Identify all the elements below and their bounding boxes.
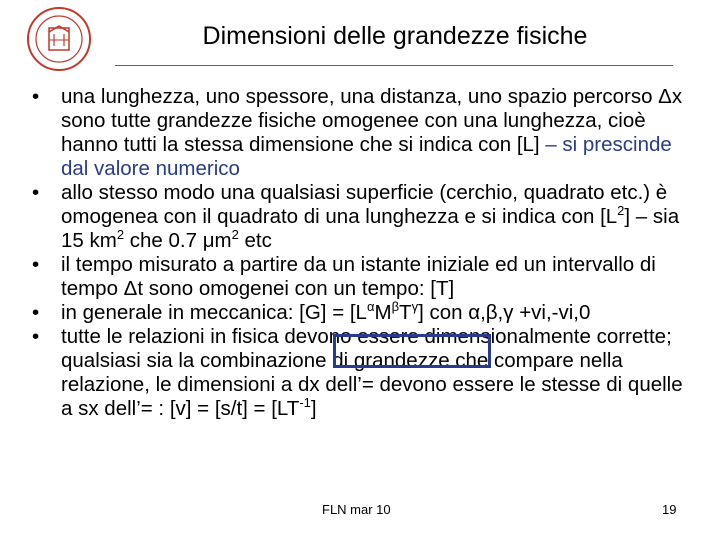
bullet-item-2 <box>28 181 698 253</box>
footer-text: FLN mar 10 <box>322 502 391 517</box>
superscript: β <box>391 299 400 315</box>
bullet-item-1 <box>28 85 698 181</box>
bullet-symbol: • <box>32 181 40 204</box>
superscript: 2 <box>116 227 125 243</box>
bullet-symbol: • <box>32 253 40 276</box>
bullet-item-3 <box>28 253 698 301</box>
superscript: 2 <box>231 227 239 243</box>
bullet-text: allo stesso modo una qualsiasi superficie (cerchio, quadrato etc.) è omogenea con il quadrato di una lunghezza e si indica con [L <box>61 181 668 228</box>
bullet-text: tutte le relazioni in fisica devono essere dimensionalmente corrette; qualsiasi sia la combinazione di grandezze che compare nella relazione, le dimensioni a dx dell’= devono essere le stesse di quelle a sx dell’= : [v] = [s/t] = [LT <box>61 325 683 420</box>
superscript: 2 <box>617 203 625 219</box>
bullet-text: etc <box>238 229 272 252</box>
title-divider <box>115 65 673 66</box>
superscript: α <box>366 299 375 315</box>
bullet-item-4 <box>28 301 698 325</box>
superscript: γ <box>411 299 419 315</box>
bullet-text: una lunghezza, uno spessore, una distanza, uno spazio percorso Δx sono tutte grandezze fisiche omogenee con una lunghezza, cioè hanno tutti la stessa dimensione che si indica con [L] <box>61 85 683 156</box>
bullet-text: ] con α,β,γ +vi,-vi,0 <box>418 301 591 324</box>
superscript: -1 <box>299 395 311 411</box>
bullet-symbol: • <box>32 301 40 324</box>
bullet-text: M <box>374 301 392 324</box>
bullet-text: in generale in meccanica: [G] = [L <box>61 301 367 324</box>
bullet-highlight: – si prescinde dal valore numerico <box>61 133 672 180</box>
bullet-text: T <box>399 301 412 324</box>
bullet-list <box>28 85 698 421</box>
bullet-symbol: • <box>32 85 40 108</box>
university-seal-icon <box>16 6 102 72</box>
bullet-symbol: • <box>32 325 40 348</box>
bullet-text: che 0.7 μm <box>124 229 232 252</box>
bullet-text: il tempo misurato a partire da un istante iniziale ed un intervallo di tempo Δt sono omogenei con un tempo: [T] <box>61 253 656 300</box>
slide-title: Dimensioni delle grandezze fisiche <box>202 22 588 50</box>
bullet-text: ] – sia 15 km <box>61 205 680 252</box>
bullet-text: ] <box>310 397 317 420</box>
formula-highlight-box <box>333 334 491 368</box>
page-number: 19 <box>662 502 677 517</box>
